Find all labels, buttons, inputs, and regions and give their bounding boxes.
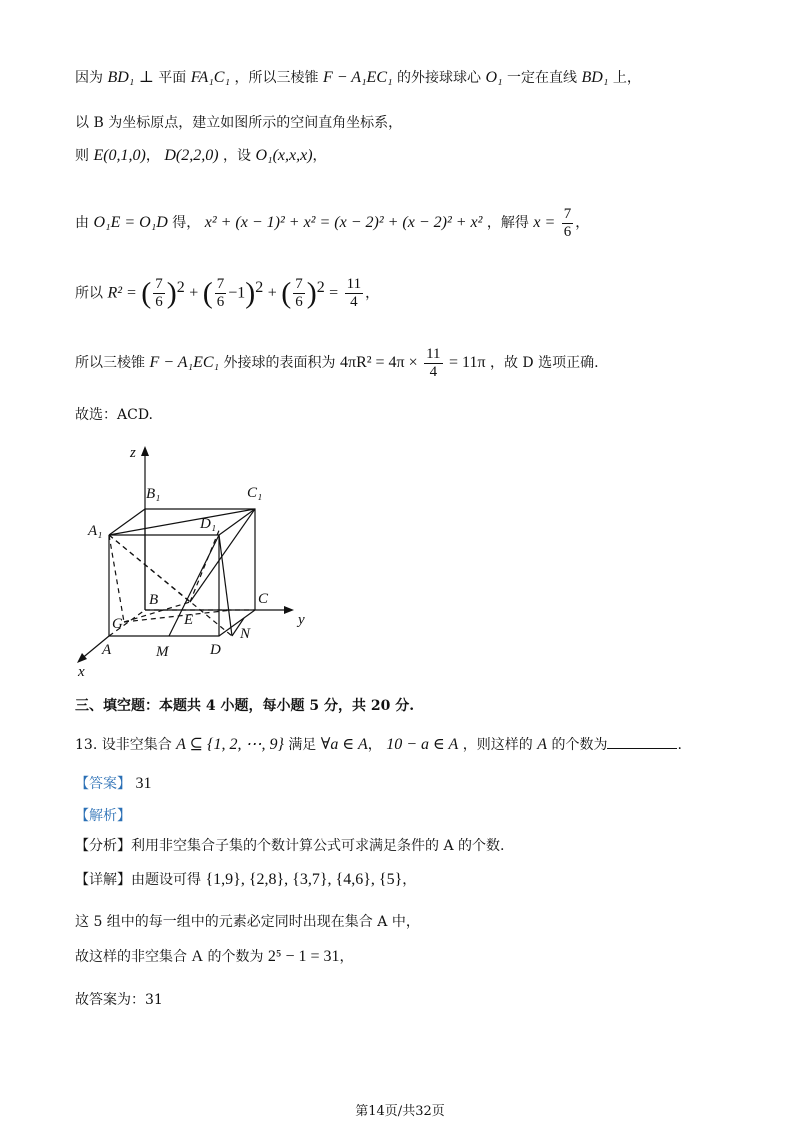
label-A: A — [102, 642, 112, 658]
text: 一定在直线 — [507, 70, 578, 86]
text: 故这样的非空集合 — [75, 949, 187, 965]
math: BD₁ — [581, 69, 609, 86]
answer-tag: 【答案】 — [75, 776, 131, 792]
text: 外接球的表面积为 — [223, 355, 336, 371]
text-line — [75, 870, 416, 890]
text: 13. 设非空集合 — [75, 737, 172, 753]
label-x: x — [78, 664, 85, 680]
text: 上， — [612, 70, 641, 86]
answer-blank — [607, 734, 677, 749]
x-arrow — [77, 653, 87, 663]
text-line: 故选：ACD. — [75, 407, 153, 423]
numerator: 7 — [155, 276, 163, 293]
text: ， — [367, 737, 382, 753]
text: 由题设可得 — [131, 872, 201, 888]
fraction — [424, 346, 442, 381]
text: 的个数为 — [207, 949, 264, 965]
text-line — [75, 345, 599, 381]
text-line: 以 B 为坐标原点，建立如图所示的空间直角坐标系， — [75, 115, 403, 131]
text: 则 — [75, 148, 89, 164]
text: 的个数为 — [551, 737, 608, 753]
text-line: 则 E(0,1,0)， D(2,2,0) ，设 O₁(x,x,x)， — [75, 147, 327, 164]
paren: ) — [166, 276, 177, 310]
label-N: N — [240, 626, 251, 642]
text: ， — [402, 872, 417, 888]
labels — [77, 445, 305, 680]
numerator: 11 — [346, 276, 362, 293]
text: ，设 — [223, 148, 252, 164]
xiangjie-tag: 【详解】 — [75, 872, 131, 888]
math: ∀a ∈ A — [320, 736, 368, 753]
label-D: D — [210, 642, 221, 658]
math: x = — [533, 214, 556, 231]
fraction — [215, 276, 227, 311]
fraction — [293, 276, 305, 311]
analysis-tag: 【解析】 — [75, 808, 131, 824]
text-line: 故答案为：31 — [75, 992, 163, 1008]
text: 所以 — [75, 285, 103, 302]
text: 得， — [172, 215, 201, 231]
fraction — [345, 276, 363, 311]
label-E: E — [184, 612, 194, 628]
text: 所以三棱锥 — [75, 355, 145, 371]
denominator: 6 — [295, 294, 303, 311]
text: 的外接球球心 — [397, 70, 482, 86]
numerator: 7 — [563, 205, 572, 222]
math: x² + (x − 1)² + x² = (x − 2)² + (x − 2)² + x² — [204, 214, 483, 231]
text-line: 所以 R² = ( $\frac{7}{6}$ )$^2$ + ( $\frac{7}{6}$ −1)$^2$ + ( $\frac{7}{6}$ )$^2$ = $\frac{11}{4}$ ， — [75, 276, 380, 311]
paren: ) — [306, 276, 317, 310]
denominator: 4 — [350, 294, 358, 311]
paren: ( — [281, 276, 292, 310]
paren: ( — [141, 276, 152, 310]
math: F − A₁EC₁ — [322, 69, 393, 86]
y-arrow — [284, 606, 294, 614]
label-z: z — [130, 445, 136, 461]
label-B: B — [149, 592, 159, 608]
text: 满足 — [288, 737, 317, 753]
math: 4πR² = 4π × — [339, 354, 418, 371]
text: 由 — [75, 215, 89, 231]
math: FA₁C₁ — [190, 69, 231, 86]
math: E(0,1,0) — [93, 147, 146, 164]
text-line — [75, 68, 641, 88]
math: 2⁵ − 1 = 31 — [267, 948, 340, 965]
paren: ) — [245, 276, 256, 310]
math: O₁(x,x,x) — [255, 147, 313, 164]
text: ，则这样的 — [462, 737, 533, 753]
math: ⊥ — [138, 69, 154, 86]
text: ，所以三棱锥 — [234, 70, 319, 86]
numerator: 7 — [295, 276, 303, 293]
math: O₁E = O₁D — [93, 214, 168, 231]
text-line: 这 5 组中的每一组中的元素必定同时出现在集合 A 中， — [75, 914, 420, 930]
text-line: 由 O₁E = O₁D 得， x² + (x − 1)² + x² = (x − 2)² + (x − 2)² + x² ，解得 x = $\frac{7}{6}$ ， — [75, 205, 590, 240]
denominator: 4 — [429, 363, 438, 380]
math: A — [191, 948, 204, 965]
page-footer: 第14页/共32页 — [355, 1104, 445, 1119]
text: ， — [339, 949, 354, 965]
math: BD₁ — [107, 69, 135, 86]
answer-value: 31 — [135, 775, 152, 792]
label-G: G — [112, 616, 123, 632]
label-D1: D₁ — [200, 516, 217, 532]
fenxi-tag: 【分析】 — [75, 838, 131, 854]
numerator: 11 — [426, 345, 441, 362]
math: R² = — [107, 284, 137, 302]
math: A — [537, 736, 548, 753]
label-C1: C₁ — [247, 485, 263, 501]
math: F − A₁EC₁ — [149, 354, 220, 371]
cube-figure — [72, 440, 312, 680]
text: 因为 — [75, 70, 103, 86]
numerator: 7 — [216, 276, 225, 293]
math: = 11π — [449, 354, 486, 371]
paren: ( — [202, 276, 213, 310]
answer-line — [75, 774, 151, 794]
text-line — [75, 836, 504, 856]
label-B1: B₁ — [146, 486, 161, 502]
denominator: 6 — [216, 294, 225, 311]
math: A ⊆ {1, 2, ⋯, 9} — [176, 736, 284, 753]
section-heading: 三、填空题：本题共 4 小题，每小题 5 分，共 20 分. — [75, 698, 415, 714]
question-13: 13. 设非空集合 A ⊆ {1, 2, ⋯, 9} 满足 ∀a ∈ A， 10 − a ∈ A ，则这样的 A 的个数为 . — [75, 736, 682, 753]
label-M: M — [156, 644, 169, 660]
text: ，解得 — [486, 215, 529, 231]
label-C: C — [258, 591, 269, 607]
math: O₁ — [485, 69, 503, 86]
label-y: y — [298, 612, 305, 628]
label-A1: A₁ — [88, 523, 103, 539]
analysis-tag-line — [75, 806, 131, 826]
z-arrow — [141, 446, 149, 456]
text-line — [75, 947, 354, 967]
denominator: 6 — [155, 294, 163, 311]
fraction — [153, 276, 165, 311]
text: 利用非空集合子集的个数计算公式可求满足条件的 A 的个数. — [131, 838, 505, 854]
fraction — [562, 206, 574, 241]
denominator: 6 — [563, 223, 572, 240]
math: 10 − a ∈ A — [386, 736, 459, 753]
text: ，故 D 选项正确. — [489, 355, 599, 371]
visible-edges — [109, 509, 255, 636]
math: D(2,2,0) — [164, 147, 219, 164]
hidden-edges — [109, 528, 255, 636]
text: 平面 — [158, 70, 187, 86]
math: {1,9}, {2,8}, {3,7}, {4,6}, {5} — [205, 871, 403, 888]
